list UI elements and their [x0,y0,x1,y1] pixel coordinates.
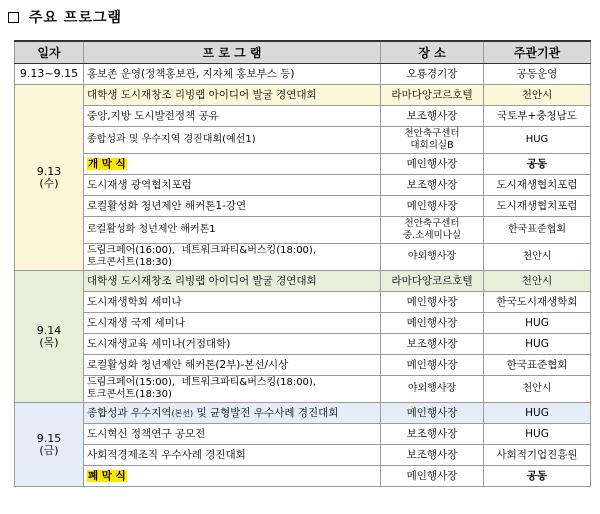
program-cell: 대학생 도시재창조 리빙랩 아이디어 발굴 경연대회 [84,271,381,292]
table-row [15,376,591,403]
table-row [15,403,591,424]
place-cell: 메인행사장 [381,292,484,313]
col-program: 프 로 그 램 [84,41,381,64]
host-cell: HUG [484,424,591,445]
program-cell: 도시재생 광역협치포럼 [84,175,381,196]
host-cell: 공동운영 [484,64,591,85]
place-cell: 보조행사장 [381,445,484,466]
host-cell: 천안시 [484,271,591,292]
program-line-1: 드림크페어(16:00), 네트워크파티&버스킹(18:00), [87,245,316,256]
table-row [15,175,591,196]
date-cell-0914 [15,271,84,403]
place-line-2: 중.소세미나실 [402,230,462,241]
program-table [14,40,591,487]
host-cell: HUG [484,127,591,154]
place-line-1: 천안축구센터 [404,128,460,139]
place-cell: 메인행사장 [381,355,484,376]
program-cell [84,244,381,271]
program-cell: 도시재생 국제 세미나 [84,313,381,334]
place-cell: 보조행사장 [381,334,484,355]
table-row [15,196,591,217]
host-cell: 도시재생협치포럼 [484,196,591,217]
place-line-2: 대회의실B [410,140,454,151]
program-cell: 홍보존 운영(정책홍보관, 지자체 홍보부스 등) [84,64,381,85]
place-cell: 라마다앙코르호텔 [381,85,484,106]
place-cell [381,217,484,244]
host-cell: HUG [484,334,591,355]
host-cell: 국토부+충청남도 [484,106,591,127]
program-cell: 사회적경제조직 우수사례 경진대회 [84,445,381,466]
program-cell: 로컬활성화 청년제안 해커톤1 [84,217,381,244]
program-line-1: 드림크페어(15:00), 네트워크파티&버스킹(18:00), [87,377,316,388]
host-cell: 천안시 [484,376,591,403]
table-row [15,106,591,127]
host-cell: 공동 [484,154,591,175]
place-cell: 메인행사장 [381,196,484,217]
program-cell [84,154,381,175]
place-line-1: 천안축구센터 [404,218,460,229]
section-heading [8,6,122,28]
table-row [15,217,591,244]
host-cell: 사회적기업진흥원 [484,445,591,466]
place-cell: 메인행사장 [381,313,484,334]
date-day: 9.15 [36,431,62,445]
host-cell: HUG [484,403,591,424]
date-day: 9.14 [36,323,62,337]
heading-text: 주요 프로그램 [29,10,123,26]
program-cell: 중앙,지방 도시발전정책 공유 [84,106,381,127]
host-cell: 공동 [484,466,591,487]
place-cell: 오룡경기장 [381,64,484,85]
program-cell [84,466,381,487]
program-line-2: 토크콘서트(18:30) [87,257,172,268]
program-cell: 도시재생교육 세미나(거점대학) [84,334,381,355]
host-cell: 한국도시재생학회 [484,292,591,313]
host-cell: 한국표준협회 [484,355,591,376]
col-date: 일자 [15,41,84,64]
table-row [15,445,591,466]
date-weekday: (목) [39,335,59,349]
table-row [15,466,591,487]
host-cell: 천안시 [484,244,591,271]
place-cell: 메인행사장 [381,154,484,175]
host-cell: 한국표준협회 [484,217,591,244]
place-cell: 보조행사장 [381,424,484,445]
table-row [15,244,591,271]
date-weekday: (수) [39,176,59,190]
table-row [15,424,591,445]
host-cell: 천안시 [484,85,591,106]
table-row [15,313,591,334]
table-row [15,64,591,85]
date-cell-0913 [15,85,84,271]
table-row [15,355,591,376]
table-row [15,85,591,106]
col-host: 주관기관 [484,41,591,64]
host-cell: 도시재생협치포럼 [484,175,591,196]
table-row [15,271,591,292]
closing-ceremony-label: 폐 막 식 [88,470,126,482]
program-cell: 도시혁신 정책연구 공모전 [84,424,381,445]
place-cell: 야외행사장 [381,244,484,271]
host-cell: HUG [484,313,591,334]
place-cell: 라마다앙코르호텔 [381,271,484,292]
table-row [15,127,591,154]
program-cell: 로컬활성화 청년제안 해커톤(2부)-본선/시상 [84,355,381,376]
date-day: 9.13 [36,164,62,178]
date-cell: 9.13~9.15 [15,64,84,85]
col-place: 장 소 [381,41,484,64]
place-cell: 보조행사장 [381,106,484,127]
date-weekday: (금) [39,443,59,457]
place-cell [381,127,484,154]
checkbox-icon [8,12,19,23]
date-cell-0915 [15,403,84,487]
table-row [15,292,591,313]
program-cell: 종합성과 우수지역(본선) 및 균형발전 우수사례 경진대회 [84,403,381,424]
table-header-row [15,41,591,64]
table-row [15,334,591,355]
program-cell: 종합성과 및 우수지역 경진대회(예선1) [84,127,381,154]
opening-ceremony-label: 개 막 식 [88,158,126,170]
program-line-2: 토크콘서트(18:30) [87,389,172,400]
place-cell: 메인행사장 [381,403,484,424]
program-cell: 로컬활성화 청년제안 해커톤1-강연 [84,196,381,217]
table-row [15,154,591,175]
place-cell: 메인행사장 [381,466,484,487]
place-cell: 야외행사장 [381,376,484,403]
program-cell: 도시재생학회 세미나 [84,292,381,313]
program-cell: 대학생 도시재창조 리빙랩 아이디어 발굴 경연대회 [84,85,381,106]
program-cell [84,376,381,403]
place-cell: 보조행사장 [381,175,484,196]
